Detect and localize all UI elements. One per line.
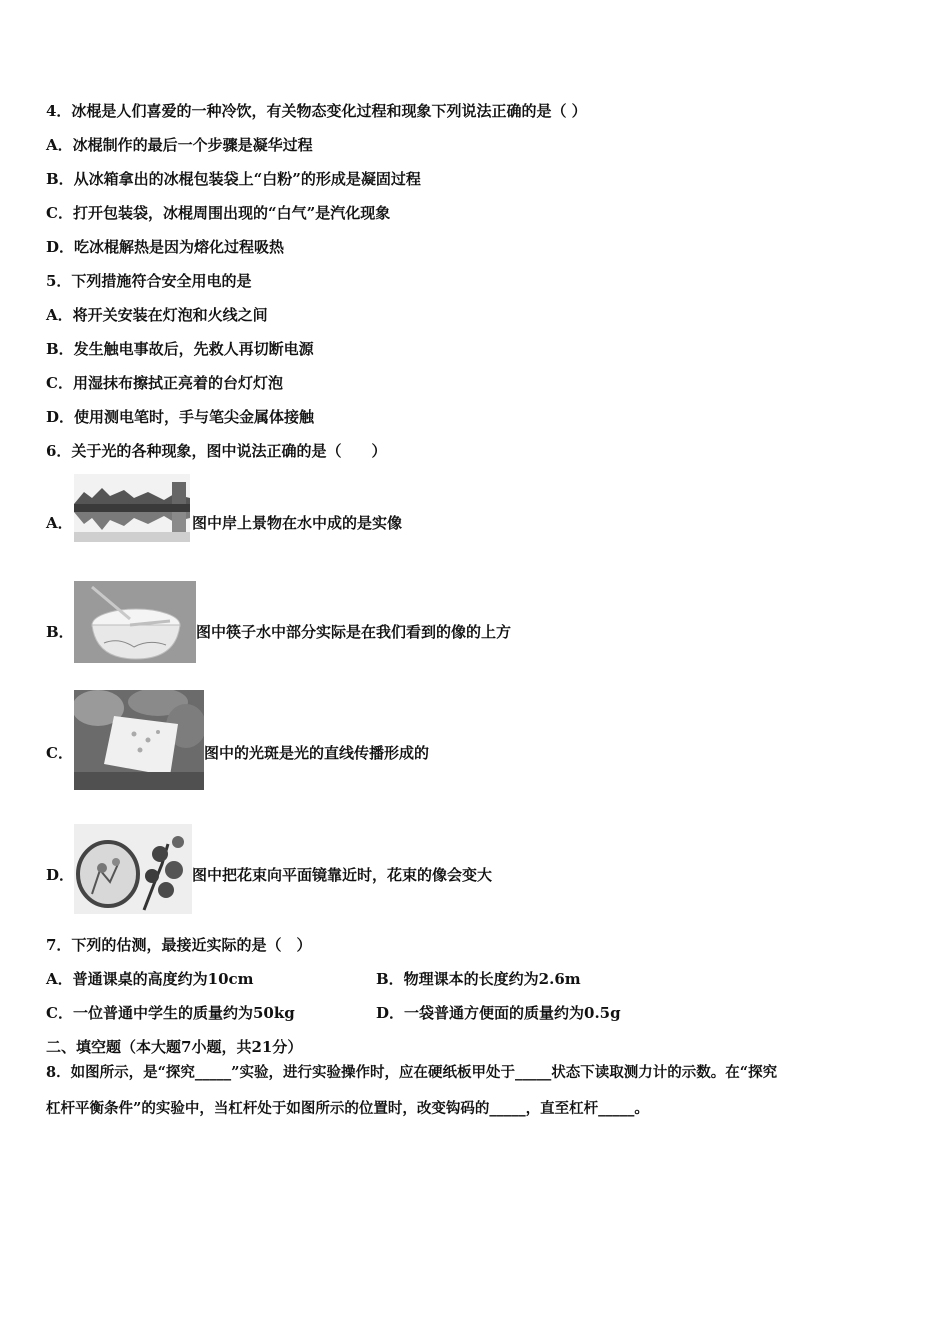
q5-option-a: A．将开关安装在灯泡和火线之间 [46, 306, 268, 324]
q4-option-d: D．吃冰棍解热是因为熔化过程吸热 [46, 238, 285, 256]
q4-stem: 4．冰棍是人们喜爱的一种冷饮，有关物态变化过程和现象下列说法正确的是（ ） [46, 102, 587, 120]
q5-option-b: B．发生触电事故后，先救人再切断电源 [46, 340, 314, 358]
q4-option-c: C．打开包装袋，冰棍周围出现的“白气”是汽化现象 [46, 204, 391, 222]
q5-option-d: D．使用测电笔时，手与笔尖金属体接触 [46, 408, 315, 426]
q8-line-1: 8．如图所示，是“探究_____”实验，进行实验操作时，应在硬纸板甲处于_____状态下读取测力计的示数。在“探究 [46, 1064, 778, 1081]
q6-option-a [46, 474, 646, 544]
q6-option-d-text: 图中把花束向平面镜靠近时，花束的像会变大 [192, 866, 493, 884]
q6-option-c [46, 690, 666, 792]
q7-option-c: C．一位普通中学生的质量约为50kg [46, 1004, 295, 1022]
q8-line-2: 杠杆平衡条件”的实验中，当杠杆处于如图所示的位置时，改变钩码的_____，直至杠杆_____。 [46, 1100, 649, 1117]
q6-stem: 6．关于光的各种现象，图中说法正确的是（ ） [46, 442, 387, 460]
bowl-chopsticks-photo [74, 581, 196, 663]
q6-option-c-letter: C． [46, 744, 73, 762]
q6-option-d [46, 824, 666, 916]
light-spot-photo [74, 690, 204, 790]
q5-option-c: C．用湿抹布擦拭正亮着的台灯灯泡 [46, 374, 283, 392]
section-2-heading: 二、填空题（本大题7小题，共21分） [46, 1038, 303, 1056]
reflection-photo [74, 474, 190, 542]
q7-option-d: D．一袋普通方便面的质量约为0.5g [376, 1004, 621, 1022]
q7-option-a: A．普通课桌的高度约为10cm [46, 970, 254, 988]
q7-option-b: B．物理课本的长度约为2.6m [376, 970, 581, 988]
mirror-flowers-photo [74, 824, 192, 914]
q6-option-c-text: 图中的光斑是光的直线传播形成的 [204, 744, 430, 762]
q6-option-a-letter: A． [46, 514, 73, 532]
q5-stem: 5．下列措施符合安全用电的是 [46, 272, 252, 290]
q4-option-b: B．从冰箱拿出的冰棍包装袋上“白粉”的形成是凝固过程 [46, 170, 421, 188]
q6-option-b-letter: B． [46, 623, 74, 641]
q6-option-b-text: 图中筷子水中部分实际是在我们看到的像的上方 [196, 623, 512, 641]
q6-option-b [46, 581, 666, 665]
q6-option-a-text: 图中岸上景物在水中成的是实像 [192, 514, 403, 532]
q6-option-d-letter: D． [46, 866, 75, 884]
q7-stem: 7．下列的估测，最接近实际的是（ ） [46, 936, 312, 954]
q4-option-a: A．冰棍制作的最后一个步骤是凝华过程 [46, 136, 313, 154]
